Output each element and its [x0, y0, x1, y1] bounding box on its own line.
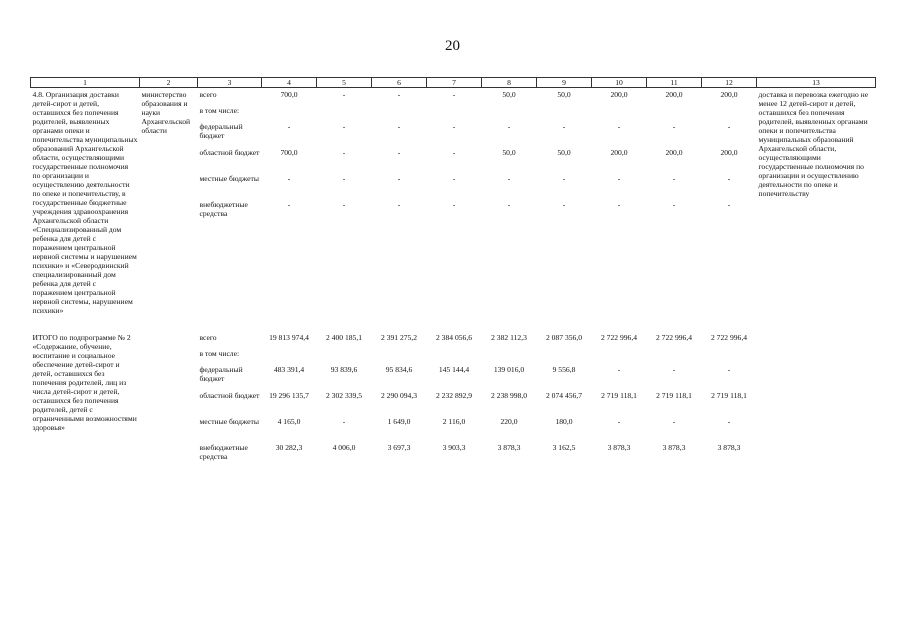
value-cell: 2 719 118,1 — [601, 391, 637, 400]
header-row — [31, 78, 876, 88]
value-column — [317, 88, 372, 316]
value-cell: - — [617, 174, 621, 183]
value-cell: - — [617, 417, 621, 426]
value-cell: 200,0 — [665, 90, 683, 99]
value-cell: - — [397, 90, 401, 99]
value-column — [482, 333, 537, 469]
executor: министерство образования и науки Архангельской области — [141, 90, 191, 135]
value-cell: - — [452, 200, 456, 209]
sources-cell — [198, 88, 262, 316]
value-cell: 50,0 — [557, 90, 571, 99]
table-row — [31, 88, 876, 316]
value-cell: 3 878,3 — [717, 443, 741, 452]
value-cell: - — [672, 200, 676, 209]
value-cell: 9 556,8 — [552, 365, 576, 374]
value-cell: 3 162,5 — [552, 443, 576, 452]
value-cell: 2 382 112,3 — [491, 333, 527, 342]
value-cell: - — [562, 200, 566, 209]
executor-cell — [140, 333, 198, 469]
value-cell — [264, 349, 315, 365]
value-cell: - — [452, 148, 456, 157]
header-cell: 2 — [140, 78, 198, 88]
value-column — [262, 333, 317, 469]
value-cell: 200,0 — [610, 148, 628, 157]
source-label: в том числе: — [199, 349, 240, 358]
value-column — [647, 88, 702, 316]
value-cell: - — [342, 90, 346, 99]
result-cell — [757, 333, 876, 469]
header-cell: 4 — [262, 78, 317, 88]
value-column — [537, 88, 592, 316]
value-cell: - — [672, 417, 676, 426]
value-cell: 4 006,0 — [332, 443, 356, 452]
value-cell — [594, 106, 645, 122]
source-label: областной бюджет — [199, 391, 260, 400]
source-label: федеральный бюджет — [199, 365, 243, 383]
value-cell: 2 384 056,6 — [435, 333, 473, 342]
value-cell: 200,0 — [665, 148, 683, 157]
value-cell — [539, 106, 590, 122]
value-column — [702, 88, 757, 316]
header-cell: 12 — [702, 78, 757, 88]
value-cell — [539, 349, 590, 365]
value-cell: - — [397, 148, 401, 157]
value-column — [262, 88, 317, 316]
value-cell: - — [342, 417, 346, 426]
value-column — [372, 333, 427, 469]
program-table — [30, 77, 876, 469]
value-cell: - — [507, 174, 511, 183]
value-cell: 19 813 974,4 — [269, 333, 309, 342]
header-cell: 1 — [31, 78, 140, 88]
value-cell: 93 839,6 — [330, 365, 358, 374]
page-number: 20 — [445, 38, 460, 54]
value-column — [427, 88, 482, 316]
value-cell: 3 903,3 — [442, 443, 466, 452]
header-cell: 5 — [317, 78, 372, 88]
value-cell: 200,0 — [720, 148, 738, 157]
value-column — [647, 333, 702, 469]
header-cell: 6 — [372, 78, 427, 88]
header-cell: 3 — [198, 78, 262, 88]
value-cell: - — [397, 200, 401, 209]
value-cell: - — [507, 200, 511, 209]
value-cell — [264, 106, 315, 122]
value-cell: 2 074 456,7 — [545, 391, 583, 400]
value-column — [427, 333, 482, 469]
value-cell: 145 144,4 — [438, 365, 470, 374]
value-cell: 2 232 892,9 — [435, 391, 473, 400]
table-row — [31, 333, 876, 469]
value-cell: 2 400 185,1 — [325, 333, 363, 342]
value-cell: 3 697,3 — [387, 443, 411, 452]
measure-title-cell — [31, 88, 140, 316]
value-cell: - — [452, 122, 456, 131]
source-label: внебюджетные средства — [199, 443, 248, 461]
value-cell: 483 391,4 — [273, 365, 305, 374]
value-cell: - — [672, 122, 676, 131]
value-cell: - — [617, 122, 621, 131]
header-cell: 11 — [647, 78, 702, 88]
header-cell: 13 — [757, 78, 876, 88]
value-cell — [319, 349, 370, 365]
value-cell: - — [672, 365, 676, 374]
value-cell — [484, 106, 535, 122]
value-cell: 139 016,0 — [493, 365, 525, 374]
value-cell — [649, 349, 700, 365]
measure-title-cell — [31, 333, 140, 469]
source-label: всего — [199, 333, 217, 342]
value-cell: - — [727, 417, 731, 426]
value-cell: - — [342, 174, 346, 183]
value-cell — [429, 349, 480, 365]
value-cell: - — [397, 174, 401, 183]
source-label: федеральный бюджет — [199, 122, 243, 140]
row-spacer — [31, 315, 876, 333]
header-cell: 8 — [482, 78, 537, 88]
value-cell: - — [287, 200, 291, 209]
value-cell: 2 722 996,4 — [600, 333, 638, 342]
value-cell: 2 391 275,2 — [380, 333, 418, 342]
source-label: внебюджетные средства — [199, 200, 248, 218]
value-cell: - — [727, 174, 731, 183]
value-column — [592, 333, 647, 469]
value-cell: - — [727, 200, 731, 209]
value-cell: 2 087 356,0 — [545, 333, 583, 342]
source-label: местные бюджеты — [199, 174, 259, 183]
value-cell: - — [287, 174, 291, 183]
value-column — [372, 88, 427, 316]
value-cell: 200,0 — [610, 90, 628, 99]
value-cell: - — [562, 174, 566, 183]
value-cell: 700,0 — [280, 148, 298, 157]
value-cell: - — [452, 90, 456, 99]
value-cell: 4 165,0 — [277, 417, 301, 426]
value-column — [537, 333, 592, 469]
value-cell: 3 878,3 — [607, 443, 631, 452]
value-cell: - — [342, 122, 346, 131]
expected-result: доставка и перевозка ежегодно не менее 12 детей-сирот и детей, оставшихся без попечения родителей, выявленных органами опеки и попечительства муниципальных образований Архангельской области, осуществляющими государственные полномочия по организации и осуществлению деятельности по опеке и попечительству — [758, 90, 869, 198]
value-cell: - — [342, 200, 346, 209]
value-cell — [704, 349, 755, 365]
value-cell — [594, 349, 645, 365]
value-cell: 2 722 996,4 — [710, 333, 748, 342]
value-cell: 2 302 339,5 — [325, 391, 363, 400]
header-cell: 10 — [592, 78, 647, 88]
executor-cell — [140, 88, 198, 316]
value-cell: - — [342, 148, 346, 157]
value-cell: 2 116,0 — [442, 417, 466, 426]
value-column — [702, 333, 757, 469]
value-cell: 2 719 118,1 — [656, 391, 692, 400]
value-cell: 95 834,6 — [385, 365, 413, 374]
value-cell: - — [617, 200, 621, 209]
source-label: местные бюджеты — [199, 417, 259, 426]
value-cell: 19 296 135,7 — [269, 391, 309, 400]
measure-title: ИТОГО по подпрограмме № 2 «Содержание, обучение, воспитание и социальное обеспечение детей-сирот и детей, оставшихся без попечения родителей, лиц из числа детей-сирот и детей, оставшихся без попечения родителей, детей с ограниченными возможностями здоровья» — [32, 333, 137, 432]
source-label: областной бюджет — [199, 148, 260, 157]
value-cell — [374, 349, 425, 365]
value-cell: 3 878,3 — [662, 443, 686, 452]
value-column — [317, 333, 372, 469]
value-cell: 2 238 998,0 — [490, 391, 528, 400]
value-cell: 2 290 094,3 — [380, 391, 418, 400]
value-cell — [374, 106, 425, 122]
header-cell: 9 — [537, 78, 592, 88]
value-column — [482, 88, 537, 316]
value-cell: 50,0 — [502, 148, 516, 157]
value-cell: 50,0 — [502, 90, 516, 99]
sources-cell — [198, 333, 262, 469]
value-cell: 3 878,3 — [497, 443, 521, 452]
value-column — [592, 88, 647, 316]
value-cell: - — [507, 122, 511, 131]
value-cell: 1 649,0 — [387, 417, 411, 426]
value-cell: - — [287, 122, 291, 131]
value-cell — [649, 106, 700, 122]
value-cell — [319, 106, 370, 122]
value-cell: - — [617, 365, 621, 374]
value-cell: - — [727, 365, 731, 374]
value-cell: - — [452, 174, 456, 183]
result-cell — [757, 88, 876, 316]
value-cell: 50,0 — [557, 148, 571, 157]
measure-title: 4.8. Организация доставки детей-сирот и детей, оставшихся без попечения родителей, выявленных органами опеки и попечительства муниципальных образований Архангельской области, осуществляющими государственные полномочия по организации и осуществлению деятельности по опеке и попечительству, в государственные бюджетные учреждения здравоохранения Архангельской области «Специализированный дом ребенка для детей с поражением центральной нервной системы и нарушением психики» и «Северодвинский специализированный дом ребенка для детей с поражением центральной нервной системы, нарушением психики» — [32, 90, 138, 315]
value-cell: 220,0 — [500, 417, 518, 426]
value-cell: - — [672, 174, 676, 183]
source-label: в том числе: — [199, 106, 240, 115]
value-cell: - — [727, 122, 731, 131]
value-cell: 2 719 118,1 — [711, 391, 747, 400]
value-cell: 30 282,3 — [275, 443, 303, 452]
header-cell: 7 — [427, 78, 482, 88]
value-cell: 2 722 996,4 — [655, 333, 693, 342]
value-cell: 200,0 — [720, 90, 738, 99]
value-cell — [429, 106, 480, 122]
source-label: всего — [199, 90, 217, 99]
value-cell: 180,0 — [555, 417, 573, 426]
value-cell: - — [562, 122, 566, 131]
value-cell: 700,0 — [280, 90, 298, 99]
value-cell: - — [397, 122, 401, 131]
value-cell — [484, 349, 535, 365]
value-cell — [704, 106, 755, 122]
